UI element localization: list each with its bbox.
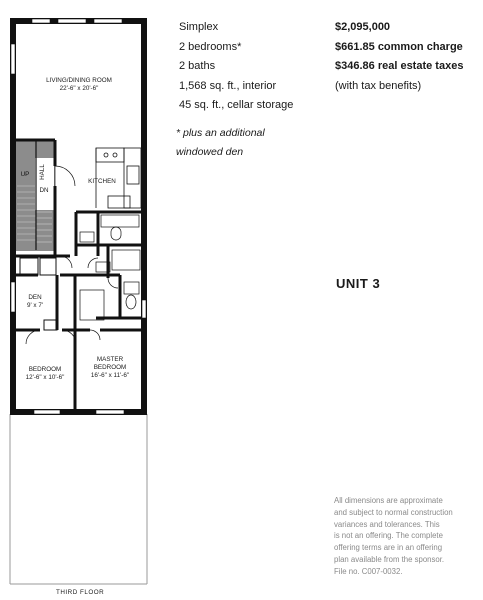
note-line-2: windowed den — [176, 146, 244, 158]
hall-label: HALL — [39, 164, 46, 180]
bath-fixtures — [80, 215, 140, 320]
up-label: UP — [20, 171, 30, 178]
master-name-2: BEDROOM — [93, 364, 127, 371]
disclaimer-line: plan available from the sponsor. — [334, 554, 445, 564]
spec-bedrooms: 2 bedrooms* — [179, 40, 242, 53]
kitchen-label: KITCHEN — [88, 178, 116, 185]
spec-baths: 2 baths — [179, 60, 216, 72]
master-name: MASTER — [96, 356, 124, 363]
den-label — [20, 294, 50, 310]
bedroom-dims: 12'-6" x 10'-6" — [25, 374, 65, 381]
price-list — [335, 18, 463, 96]
real-estate-taxes: $346.86 real estate taxes — [335, 60, 464, 72]
floor-label: THIRD FLOOR — [56, 589, 105, 596]
spec-storage: 45 sq. ft., cellar storage — [179, 99, 294, 111]
bedroom-name: BEDROOM — [28, 366, 62, 373]
building-outline — [10, 414, 147, 584]
price: $2,095,000 — [335, 21, 391, 33]
disclaimer-line: File no. C007-0032. — [334, 566, 403, 576]
dn-label: DN — [39, 187, 49, 194]
disclaimer-line: and subject to normal construction — [334, 507, 453, 517]
master-bedroom-label — [80, 356, 140, 380]
living-room-name: LIVING/DINING ROOM — [46, 77, 112, 84]
den-dims: 9' x 7' — [26, 302, 44, 309]
unit-label: UNIT 3 — [336, 276, 381, 291]
disclaimer-line: All dimensions are approximate — [334, 496, 443, 505]
disclaimer-line: offering terms are in an offering — [334, 543, 443, 553]
specs-list — [179, 18, 293, 116]
den-name: DEN — [28, 294, 42, 301]
common-charge: $661.85 common charge — [335, 40, 463, 53]
disclaimer — [334, 495, 453, 578]
spec-interior: 1,568 sq. ft., interior — [179, 79, 277, 92]
disclaimer-line: is not an offering. The complete — [334, 531, 443, 541]
living-dining-room-label — [29, 77, 129, 93]
living-room-dims: 22'-6" x 20'-6" — [59, 85, 99, 92]
spec-type: Simplex — [179, 21, 219, 33]
disclaimer-line: variances and tolerances. This — [334, 519, 440, 529]
bedroom-label — [17, 366, 73, 382]
master-dims: 16'-6" x 11'-6" — [90, 372, 130, 379]
note-line-1: * plus an additional — [176, 127, 265, 139]
den-note — [176, 124, 265, 162]
tax-benefits: (with tax benefits) — [335, 79, 422, 92]
